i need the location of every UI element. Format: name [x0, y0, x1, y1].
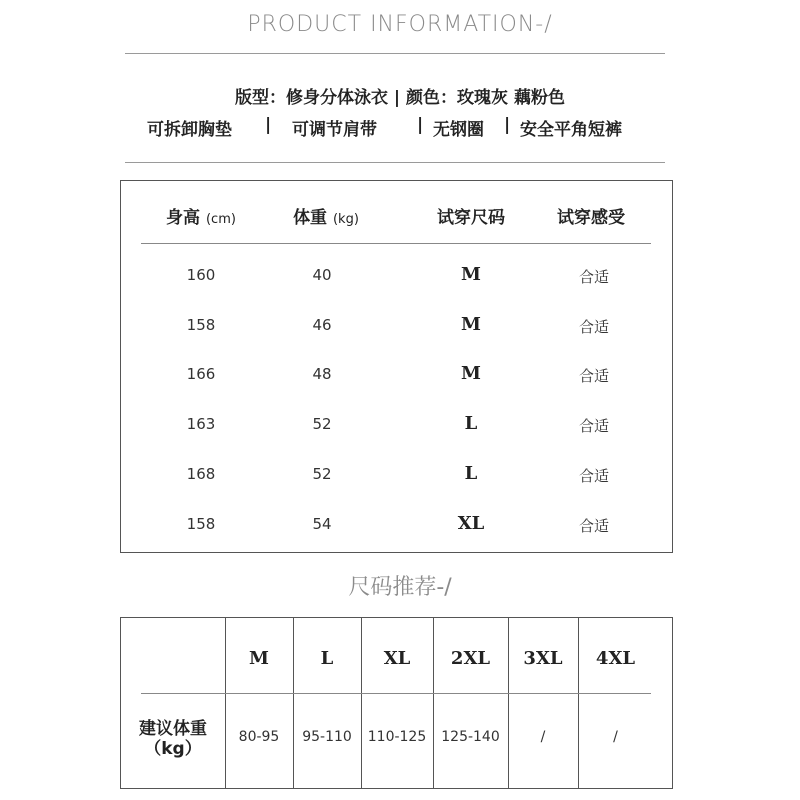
fit-cell-height: 166: [186, 365, 216, 384]
recommend-weight: 125-140: [441, 729, 500, 745]
recommend-size: 3XL: [523, 648, 563, 669]
recommend-weight: 80-95: [238, 729, 280, 745]
fit-cell-feel: 合适: [578, 367, 609, 386]
recommend-size: L: [320, 648, 334, 669]
page-title: PRODUCT INFORMATION-/: [247, 12, 553, 37]
recommend-table: [120, 617, 673, 789]
feature-separator: |: [417, 115, 424, 135]
feature-no-underwire: 无钢圈: [433, 120, 484, 140]
feature-separator: |: [504, 115, 511, 135]
row-label-weight: 建议体重 （kg）: [139, 719, 207, 759]
recommend-size: 2XL: [450, 648, 491, 669]
col-divider: [578, 618, 579, 789]
feature-boyshort: 安全平角短裤: [520, 120, 622, 140]
col-divider: [433, 618, 434, 789]
fit-cell-feel: 合适: [578, 417, 609, 436]
fit-cell-feel: 合适: [578, 317, 609, 336]
recommend-weight: /: [613, 729, 618, 745]
recommend-size: XL: [383, 648, 411, 669]
fit-cell-size: M: [461, 264, 481, 285]
col-divider: [508, 618, 509, 789]
row-divider: [141, 693, 651, 694]
fit-cell-weight: 52: [312, 415, 332, 434]
header-weight-unit: (kg): [332, 212, 359, 227]
fit-cell-height: 163: [186, 415, 216, 434]
fit-cell-feel: 合适: [578, 516, 609, 535]
fit-cell-weight: 52: [312, 464, 332, 483]
fit-cell-size: L: [464, 413, 478, 435]
divider-info: [125, 162, 665, 163]
fit-cell-weight: 46: [312, 315, 332, 334]
header-height-unit: (cm): [205, 212, 236, 227]
header-feel: 试穿感受: [557, 208, 625, 228]
fit-cell-height: 160: [186, 266, 216, 284]
header-height: 身高 (cm): [166, 208, 236, 228]
fit-cell-size: L: [464, 462, 478, 484]
fit-table: [120, 180, 673, 553]
fit-cell-weight: 48: [312, 365, 332, 384]
fit-cell-size: XL: [457, 512, 485, 534]
recommend-weight: 95-110: [302, 729, 352, 745]
fit-cell-size: M: [461, 313, 481, 335]
fit-cell-size: M: [461, 363, 481, 385]
recommend-title: 尺码推荐-/: [348, 575, 452, 600]
recommend-size: M: [249, 648, 269, 669]
fit-cell-feel: 合适: [578, 268, 609, 286]
product-spec-line: 版型：修身分体泳衣 | 颜色：玫瑰灰 藕粉色: [235, 88, 565, 108]
fit-cell-height: 158: [186, 514, 216, 533]
feature-separator: |: [265, 115, 272, 135]
feature-adjustable-strap: 可调节肩带: [292, 120, 377, 140]
fit-cell-weight: 54: [312, 514, 332, 533]
header-size: 试穿尺码: [437, 208, 505, 228]
recommend-weight: /: [540, 729, 546, 745]
col-divider: [225, 618, 226, 789]
recommend-size: 4XL: [595, 648, 636, 669]
header-weight: 体重 (kg): [293, 208, 359, 228]
feature-removable-pad: 可拆卸胸垫: [147, 120, 232, 140]
col-divider: [293, 618, 294, 789]
fit-cell-height: 158: [186, 315, 216, 334]
header-divider: [141, 243, 651, 244]
recommend-weight: 110-125: [367, 729, 427, 745]
fit-cell-weight: 40: [312, 266, 332, 284]
fit-cell-feel: 合适: [578, 466, 609, 485]
fit-cell-height: 168: [186, 464, 216, 483]
col-divider: [361, 618, 362, 789]
divider-top: [125, 53, 665, 54]
